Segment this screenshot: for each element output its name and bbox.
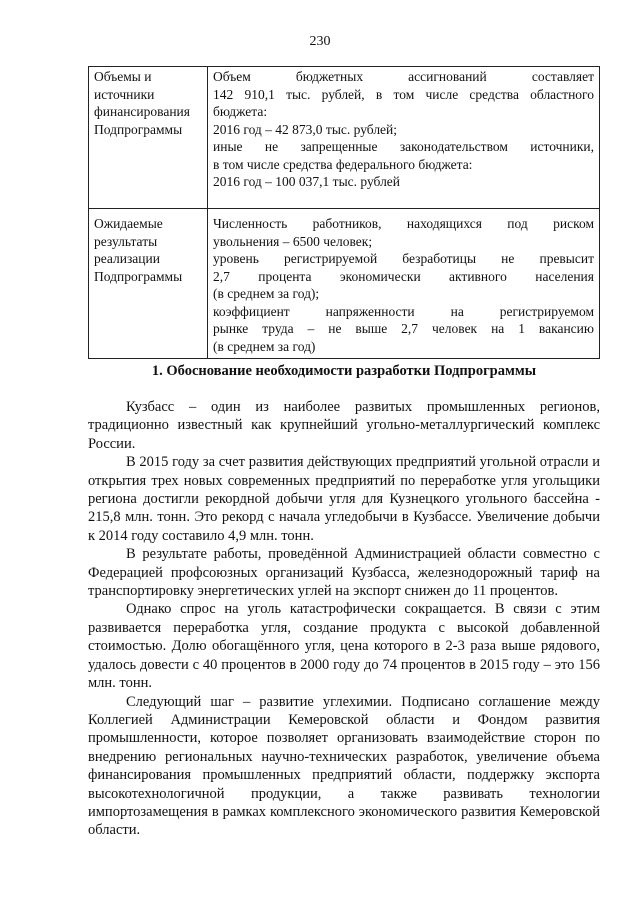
body-text xyxy=(88,398,600,840)
paragraph xyxy=(88,693,600,840)
table-row-results xyxy=(89,209,600,359)
paragraph-text: Кузбасс – один из наиболее развитых промышленных регионов, традиционно известный как крупнейший угольно-металлургический комплекс России. xyxy=(88,399,600,452)
funding-text-line: иные не запрещенные законодательством источники, xyxy=(213,139,594,154)
results-label-line: реализации xyxy=(94,251,160,266)
paragraph xyxy=(88,545,600,600)
funding-text-line: 2016 год – 42 873,0 тыс. рублей; xyxy=(213,121,398,137)
results-text-line: уровень регистрируемой безработицы не превысит xyxy=(213,251,594,266)
results-text-line: Численность работников, находящихся под риском xyxy=(213,216,594,231)
funding-label-line: Подпрограммы xyxy=(94,121,183,137)
results-text-line: 2,7 процента экономически активного населения xyxy=(213,268,594,284)
results-label-line: Ожидаемые xyxy=(94,216,163,231)
results-text-line: (в среднем за год); xyxy=(213,286,320,301)
paragraph-text: Однако спрос на уголь катастрофически сокращается. В связи с этим развивается переработка угля, создание продукта с высокой добавленной стоимостью. Долю обогащённого угля, цена которого в 2-3 раза выше рядового, удалось довести с 40 процентов в 2000 году до 74 процентов в 2015 году – это 156 млн. тонн. xyxy=(88,601,600,692)
program-passport-table xyxy=(88,66,600,359)
funding-text-line: 142 910,1 тыс. рублей, в том числе средства областного xyxy=(213,86,594,102)
results-label-line: Подпрограммы xyxy=(94,268,183,284)
funding-text-line: в том числе средства федерального бюджета: xyxy=(213,156,473,172)
funding-text-line: Объем бюджетных ассигнований составляет xyxy=(213,69,594,84)
funding-label-line: финансирования xyxy=(94,104,190,119)
results-label-line: результаты xyxy=(94,233,158,249)
results-text-line: коэффициент напряженности на регистрируемом xyxy=(213,303,594,319)
results-text-line: (в среднем за год) xyxy=(213,338,316,354)
funding-label-cell xyxy=(89,67,208,209)
paragraph xyxy=(88,398,600,453)
funding-text-line: 2016 год – 100 037,1 тыс. рублей xyxy=(213,174,401,189)
paragraph-text: Следующий шаг – развитие углехимии. Подписано соглашение между Коллегией Администрации Кемеровской области и Фондом развития промышленности, которое позволяет организовать взаимодействие сторон по внедрению региональных научно-технических разработок, увеличение объема финансирования промышленных предприятий области, поддержку экспорта высокотехнологичной продукции, а также развивать технологии импортозамещения в рамках комплексного экономического развития Кемеровской области. xyxy=(88,693,600,839)
results-text-line: увольнения – 6500 человек; xyxy=(213,233,373,249)
section-title: 1. Обоснование необходимости разработки Подпрограммы xyxy=(151,363,537,379)
paragraph xyxy=(88,600,600,692)
paragraph-text: В результате работы, проведённой Администрацией области совместно с Федерацией профсоюзных организаций Кузбасса, железнодорожный тариф на транспортировку энергетических углей на экспорт снижен до 11 процентов. xyxy=(88,546,600,600)
funding-text-line: бюджета: xyxy=(213,104,268,119)
page-number: 230 xyxy=(309,34,331,49)
funding-label-line: Объемы и xyxy=(94,69,152,84)
funding-label-line: источники xyxy=(94,86,155,102)
results-text-line: рынке труда – не выше 2,7 человек на 1 вакансию xyxy=(213,321,594,336)
table-row-funding xyxy=(89,67,600,209)
results-label-cell xyxy=(89,209,208,359)
funding-value-cell xyxy=(208,67,600,209)
paragraph xyxy=(88,453,600,545)
paragraph-text: В 2015 году за счет развития действующих предприятий угольной отрасли и открытия трех новых современных предприятий по переработке угля угольщики региона достигли рекордной добычи угля для Кузнецкого угольного бассейна - 215,8 млн. тонн. Это рекорд с начала угледобычи в Кузбассе. Увеличение добычи к 2014 году составило 4,9 млн. тонн. xyxy=(88,454,600,544)
results-value-cell xyxy=(208,209,600,359)
